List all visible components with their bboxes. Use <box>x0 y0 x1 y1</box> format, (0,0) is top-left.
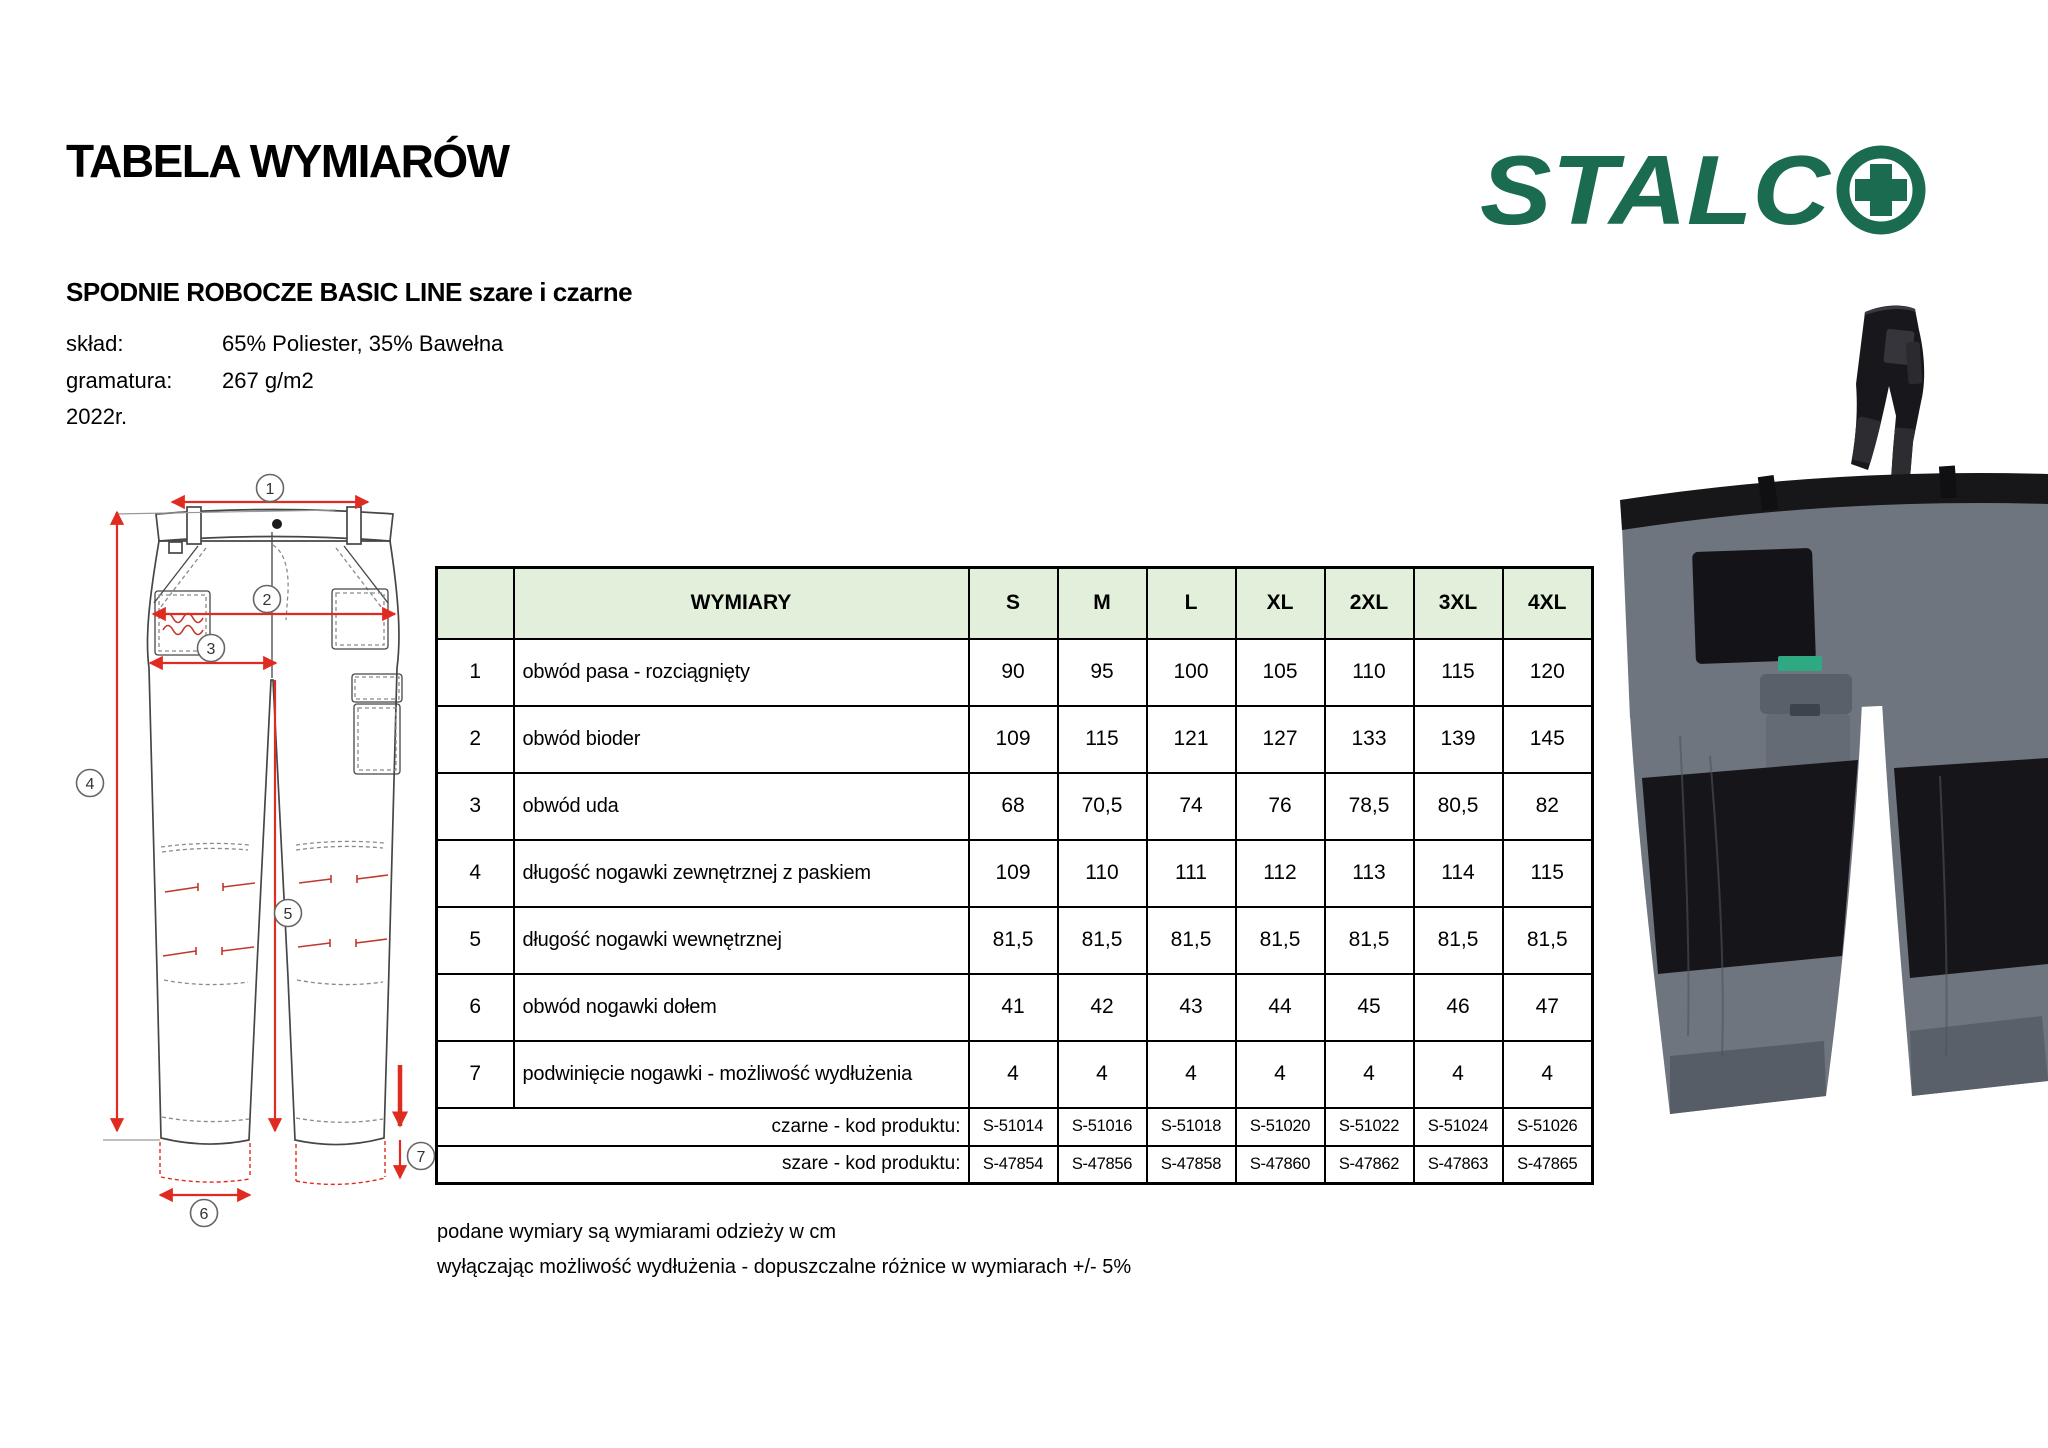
measurement-value: 113 <box>1325 840 1414 907</box>
measurement-value: 100 <box>1147 639 1236 706</box>
measurement-value: 110 <box>1058 840 1147 907</box>
measurement-row-7 <box>437 1041 1593 1108</box>
composition-line <box>66 331 503 357</box>
measurement-value: 74 <box>1147 773 1236 840</box>
measurement-value: 81,5 <box>1503 907 1593 974</box>
measurement-value: 45 <box>1325 974 1414 1041</box>
measurement-value: 121 <box>1147 706 1236 773</box>
measurement-label: długość nogawki zewnętrznej z paskiem <box>514 840 969 907</box>
product-code: S-51018 <box>1147 1108 1236 1146</box>
measurement-value: 105 <box>1236 639 1325 706</box>
measurement-value: 80,5 <box>1414 773 1503 840</box>
product-code: S-47856 <box>1058 1146 1147 1184</box>
measurement-label: obwód pasa - rozciągnięty <box>514 639 969 706</box>
measurement-value: 4 <box>1325 1041 1414 1108</box>
header-size-M: M <box>1058 568 1147 639</box>
button <box>272 519 282 529</box>
measurement-value: 115 <box>1058 706 1147 773</box>
svg-text:6: 6 <box>199 1206 209 1223</box>
measurement-row-6 <box>437 974 1593 1041</box>
row-number: 7 <box>437 1041 514 1108</box>
measurement-label: obwód bioder <box>514 706 969 773</box>
measurement-value: 68 <box>969 773 1058 840</box>
measurement-value: 112 <box>1236 840 1325 907</box>
marker-2 <box>254 586 281 613</box>
measurement-value: 120 <box>1503 639 1593 706</box>
header-wymiary: WYMIARY <box>514 568 969 639</box>
product-code: S-51016 <box>1058 1108 1147 1146</box>
header-size-L: L <box>1147 568 1236 639</box>
grammage-value: 267 g/m2 <box>222 368 314 393</box>
measurement-value: 81,5 <box>1147 907 1236 974</box>
header-size-2XL: 2XL <box>1325 568 1414 639</box>
measurement-value: 127 <box>1236 706 1325 773</box>
product-code: S-51026 <box>1503 1108 1593 1146</box>
product-photo-gray-trousers <box>1610 456 2048 1136</box>
header-size-3XL: 3XL <box>1414 568 1503 639</box>
circle-plus-icon <box>1843 152 1919 228</box>
measurement-value: 4 <box>969 1041 1058 1108</box>
svg-text:4: 4 <box>85 776 95 793</box>
measurement-row-5 <box>437 907 1593 974</box>
product-code: S-47862 <box>1325 1146 1414 1184</box>
composition-label: skład: <box>66 331 124 356</box>
belt-loop <box>347 507 361 544</box>
product-code: S-47863 <box>1414 1146 1503 1184</box>
marker-1 <box>257 475 284 502</box>
row-number: 2 <box>437 706 514 773</box>
row-number: 5 <box>437 907 514 974</box>
svg-text:2: 2 <box>262 592 272 609</box>
header-size-4XL: 4XL <box>1503 568 1593 639</box>
measurement-value: 47 <box>1503 974 1593 1041</box>
measurement-value: 82 <box>1503 773 1593 840</box>
product-name: SPODNIE ROBOCZE BASIC LINE szare i czarne <box>66 277 633 307</box>
composition-value: 65% Poliester, 35% Bawełna <box>222 331 504 356</box>
row-number: 6 <box>437 974 514 1041</box>
measurement-value: 4 <box>1503 1041 1593 1108</box>
measurement-value: 43 <box>1147 974 1236 1041</box>
measurement-value: 41 <box>969 974 1058 1041</box>
svg-text:5: 5 <box>283 906 293 923</box>
measurement-value: 81,5 <box>969 907 1058 974</box>
header-size-S: S <box>969 568 1058 639</box>
marker-5 <box>275 900 302 927</box>
product-code: S-47860 <box>1236 1146 1325 1184</box>
footnote-units: podane wymiary są wymiarami odzieży w cm <box>437 1221 837 1243</box>
grammage-label: gramatura: <box>66 368 173 393</box>
measurement-label: długość nogawki wewnętrznej <box>514 907 969 974</box>
measurement-value: 78,5 <box>1325 773 1414 840</box>
buckle-detail <box>169 542 182 553</box>
measurement-value: 109 <box>969 706 1058 773</box>
product-code: S-47865 <box>1503 1146 1593 1184</box>
row-number: 3 <box>437 773 514 840</box>
measurement-value: 4 <box>1236 1041 1325 1108</box>
measurement-row-2 <box>437 706 1593 773</box>
product-code-label: czarne - kod produktu: <box>437 1108 969 1146</box>
product-code: S-51024 <box>1414 1108 1503 1146</box>
year-label: 2022r. <box>66 404 128 429</box>
marker-6 <box>191 1200 218 1227</box>
product-code: S-51014 <box>969 1108 1058 1146</box>
measurement-value: 115 <box>1414 639 1503 706</box>
measurement-value: 81,5 <box>1325 907 1414 974</box>
year-line <box>66 404 222 430</box>
measurement-value: 81,5 <box>1236 907 1325 974</box>
hip-pocket-patch <box>1692 548 1816 664</box>
measurement-value: 44 <box>1236 974 1325 1041</box>
measurement-value: 109 <box>969 840 1058 907</box>
right-knee-pad <box>1894 758 2048 978</box>
brand-tag <box>1778 656 1822 671</box>
marker-4 <box>77 770 104 797</box>
measurement-value: 4 <box>1147 1041 1236 1108</box>
measurement-value: 76 <box>1236 773 1325 840</box>
measurement-value: 95 <box>1058 639 1147 706</box>
left-knee-pad <box>1642 760 1858 974</box>
measurement-value: 4 <box>1058 1041 1147 1108</box>
measurement-value: 81,5 <box>1058 907 1147 974</box>
measurement-value: 145 <box>1503 706 1593 773</box>
measurement-value: 81,5 <box>1414 907 1503 974</box>
measurement-value: 114 <box>1414 840 1503 907</box>
measurement-value: 139 <box>1414 706 1503 773</box>
header-empty-cell <box>437 568 514 639</box>
measurement-value: 110 <box>1325 639 1414 706</box>
svg-text:1: 1 <box>265 481 275 498</box>
measurement-value: 42 <box>1058 974 1147 1041</box>
measurement-value: 70,5 <box>1058 773 1147 840</box>
measurement-value: 111 <box>1147 840 1236 907</box>
marker-7 <box>408 1143 435 1170</box>
rollup-extension <box>160 1141 385 1184</box>
product-code: S-47858 <box>1147 1146 1236 1184</box>
measurement-row-4 <box>437 840 1593 907</box>
svg-text:7: 7 <box>416 1149 426 1166</box>
measurement-label: obwód uda <box>514 773 969 840</box>
measurement-row-1 <box>437 639 1593 706</box>
grammage-line <box>66 368 314 394</box>
trousers-measurement-diagram <box>70 450 440 1240</box>
measurement-value: 46 <box>1414 974 1503 1041</box>
measurement-label: obwód nogawki dołem <box>514 974 969 1041</box>
product-code-label: szare - kod produktu: <box>437 1146 969 1184</box>
table-header-row <box>437 568 1593 639</box>
product-code-row-1 <box>437 1146 1593 1184</box>
measurement-row-3 <box>437 773 1593 840</box>
logo-wordmark: STALC <box>1480 140 1832 244</box>
measurement-value: 4 <box>1414 1041 1503 1108</box>
measurement-value: 133 <box>1325 706 1414 773</box>
measurement-value: 90 <box>969 639 1058 706</box>
row-number: 1 <box>437 639 514 706</box>
measurement-label: podwinięcie nogawki - możliwość wydłużenia <box>514 1041 969 1108</box>
svg-text:3: 3 <box>206 641 216 658</box>
row-number: 4 <box>437 840 514 907</box>
page-title: TABELA WYMIARÓW <box>66 135 509 187</box>
footnote-tolerance: wyłączając możliwość wydłużenia - dopuszczalne różnice w wymiarach +/- 5% <box>437 1256 1132 1278</box>
size-table <box>435 566 1594 1185</box>
product-code: S-51022 <box>1325 1108 1414 1146</box>
measurement-value: 115 <box>1503 840 1593 907</box>
product-code: S-51020 <box>1236 1108 1325 1146</box>
header-size-XL: XL <box>1236 568 1325 639</box>
product-code-row-0 <box>437 1108 1593 1146</box>
marker-3 <box>198 635 225 662</box>
product-code: S-47854 <box>969 1146 1058 1184</box>
stalco-logo <box>1478 140 1940 244</box>
